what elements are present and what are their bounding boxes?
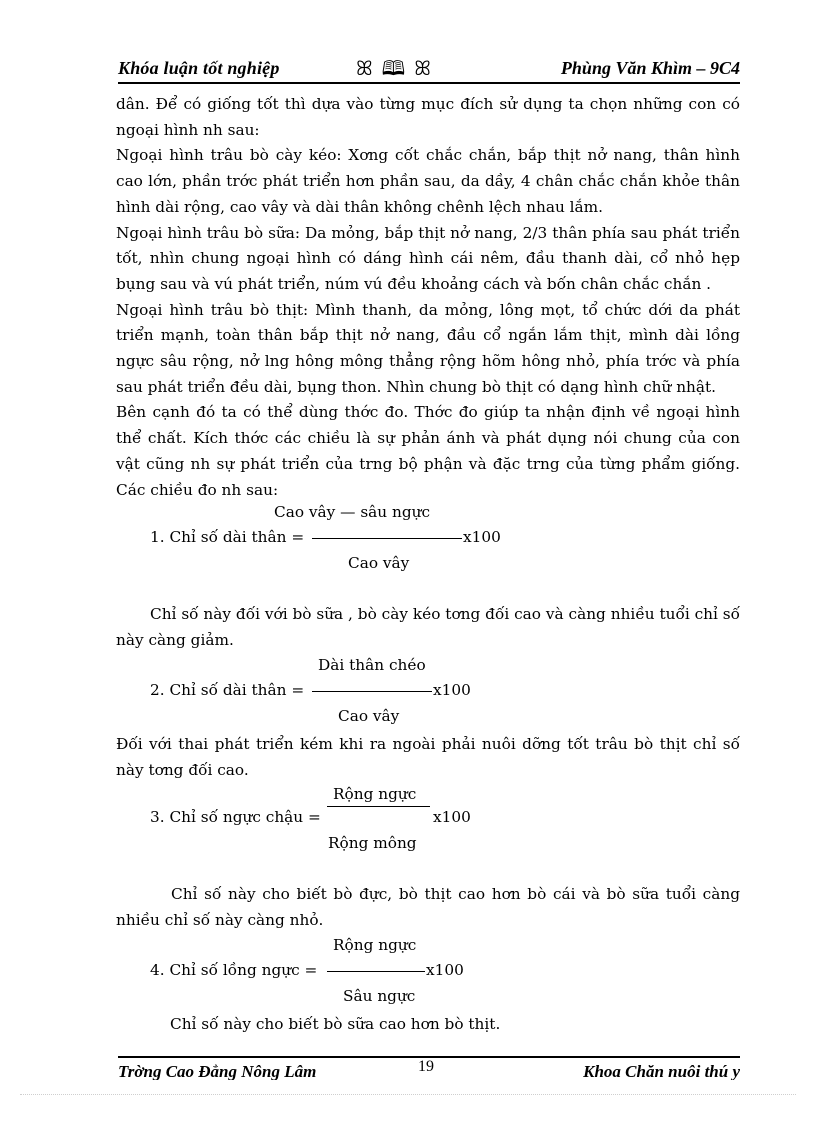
formula-denominator: Sâu ngực	[343, 987, 416, 1005]
formula-label: 2. Chỉ số dài thân =	[150, 681, 305, 699]
formula-label: 4. Chỉ số lồng ngực =	[150, 961, 318, 979]
paragraph: dân. Để có giống tốt thì dựa vào từng mục đích sử dụng ta chọn những con có ngoại hình nh sau:	[116, 95, 740, 139]
formula-factor: x100	[426, 961, 464, 979]
fraction-bar	[327, 971, 425, 972]
header-rule	[118, 82, 740, 84]
paragraph: Chỉ số này đối với bò sữa , bò cày kéo tơng đối cao và càng nhiều tuổi chỉ số này càng giảm.	[116, 605, 740, 649]
formula-denominator: Rộng mông	[328, 834, 417, 852]
page-bottom-divider	[20, 1094, 796, 1095]
body-text	[116, 732, 740, 783]
formula-numerator: Rộng ngực	[333, 936, 417, 954]
header-ornament: ꕤ 🕮 ꕤ	[356, 58, 433, 80]
paragraph: Đối với thai phát triển kém khi ra ngoài phải nuôi dỡng tốt trâu bò thịt chỉ số này tơng đối cao.	[116, 735, 740, 779]
formula-numerator: Dài thân chéo	[318, 656, 426, 674]
paragraph: Ngoại hình trâu bò cày kéo: Xơng cốt chắc chắn, bắp thịt nở nang, thân hình cao lớn, phần trớc phát triển hơn phần sau, da dầy, 4 chân chắc chắn khỏe thân hình dài rộng, cao vây và dài thân không chênh lệch nhau lắm.	[116, 146, 740, 216]
body-text	[116, 882, 740, 933]
body-text-top	[116, 92, 740, 503]
formula-numerator: Cao vây — sâu ngực	[274, 503, 431, 521]
footer-rule	[118, 1056, 740, 1058]
formula-label: 3. Chỉ số ngực chậu =	[150, 808, 321, 826]
footer-school: Trờng Cao Đẳng Nông Lâm	[118, 1062, 317, 1080]
formula-factor: x100	[463, 528, 501, 546]
page-number: 19	[418, 1060, 434, 1075]
body-text	[170, 1012, 730, 1038]
header-thesis-title: Khóa luận tốt nghiệp	[118, 58, 280, 78]
fraction-bar	[327, 806, 430, 807]
formula-denominator: Cao vây	[348, 554, 410, 572]
header-author: Phùng Văn Khìm – 9C4	[560, 58, 740, 78]
fraction-bar	[312, 538, 462, 539]
formula-label: 1. Chỉ số dài thân =	[150, 528, 305, 546]
formula-factor: x100	[433, 808, 471, 826]
paragraph: Ngoại hình trâu bò sữa: Da mỏng, bắp thịt nở nang, 2/3 thân phía sau phát triển tốt, nhìn chung ngoại hình có dáng hình cái nêm, đầu thanh dài, cổ nhỏ hẹp bụng sau và vú phát triển, núm vú đều khoảng cách và bốn chân chắc chắn .	[116, 223, 740, 293]
body-text	[116, 602, 740, 653]
paragraph: Bên cạnh đó ta có thể dùng thớc đo. Thớc đo giúp ta nhận định về ngoại hình thể chất. Kích thớc các chiều là sự phản ánh và phát dụng nói chung của con vật cũng nh sự phát triển của trng bộ phận và đặc trng của từng phẩm giống. Các chiều đo nh sau:	[116, 403, 740, 499]
footer-department: Khoa Chăn nuôi thú y	[583, 1062, 740, 1080]
formula-factor: x100	[433, 681, 471, 699]
page-header	[118, 58, 740, 84]
formula-numerator: Rộng ngực	[333, 785, 417, 803]
fraction-bar	[312, 691, 432, 692]
page-footer	[118, 1060, 740, 1080]
formula-denominator: Cao vây	[338, 707, 400, 725]
paragraph: Chỉ số này cho biết bò đực, bò thịt cao hơn bò cái và bò sữa tuổi càng nhiều chỉ số này càng nhỏ.	[116, 885, 740, 929]
paragraph: Chỉ số này cho biết bò sữa cao hơn bò thịt.	[170, 1015, 501, 1033]
paragraph: Ngoại hình trâu bò thịt: Mình thanh, da mỏng, lông mọt, tổ chức dới da phát triển mạnh, toàn thân bắp thịt nở nang, đầu cổ ngắn lắm thịt, mình dài lồng ngực sâu rộng, nở lng hông mông thẳng rộng hõm hông nhỏ, phía trớc và phía sau phát triển đều dài, bụng thon. Nhìn chung bò thịt có dạng hình chữ nhật.	[116, 300, 740, 396]
